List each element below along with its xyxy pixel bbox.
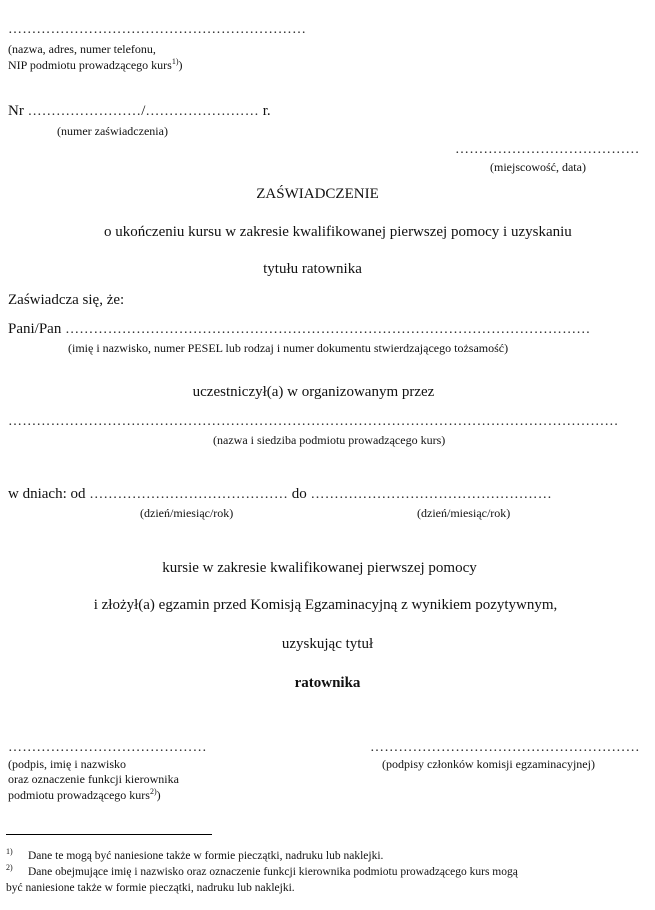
number-slash: / (141, 103, 146, 119)
course-line: kursie w zakresie kwalifikowanej pierwszej pomocy (162, 560, 477, 576)
subtitle-line1: o ukończeniu kursu w zakresie kwalifikowanej pierwszej pomocy i uzyskaniu (104, 224, 572, 240)
issuer-caption-line2 (8, 58, 183, 72)
person-dots: ………………………………………………………………………………………………… (65, 322, 591, 337)
signature-left-close: ) (156, 788, 161, 802)
dates-to-dots: …………………………………………… (310, 487, 552, 502)
dates-from-caption: (dzień/miesiąc/rok) (140, 506, 234, 520)
number-dots-2: …………………… (145, 104, 259, 119)
number-prefix: Nr (8, 103, 24, 119)
dates-line (8, 486, 552, 503)
footnote-1-text: Dane te mogą być naniesione także w formie pieczątki, nadruku lub naklejki. (28, 850, 384, 862)
number-caption: (numer zaświadczenia) (57, 124, 168, 138)
person-prefix: Pani/Pan (8, 321, 62, 337)
footnote-1-ref: 1) (6, 847, 13, 857)
footnote-ref-1: 1) (171, 57, 179, 66)
dates-to-label: do (291, 486, 307, 502)
issuer-caption-line1: (nazwa, adres, numer telefonu, (8, 42, 156, 56)
signature-left-line1: (podpis, imię i nazwisko (8, 757, 126, 771)
footnote-separator (6, 834, 212, 835)
organizer-dots: ………………………………………………………………………………………………………………… (8, 414, 619, 429)
certifies-text: Zaświadcza się, że: (8, 292, 125, 308)
obtaining-text: uzyskując tytuł (281, 636, 374, 652)
certificate-number-line (8, 103, 271, 120)
person-caption: (imię i nazwisko, numer PESEL lub rodzaj i numer dokumentu stwierdzającego tożsamość) (68, 341, 509, 355)
footnote-2-ref: 2) (6, 863, 13, 873)
organizer-caption: (nazwa i siedziba podmiotu prowadzącego kurs) (213, 433, 446, 447)
dates-from-label: w dniach: od (8, 486, 86, 502)
issuer-caption-text: NIP podmiotu prowadzącego kurs (8, 58, 172, 72)
signature-right-dots: ………………………………………………… (370, 740, 640, 755)
rank-title: ratownika (294, 675, 361, 691)
signature-right-caption: (podpisy członków komisji egzaminacyjnej) (382, 757, 595, 771)
footnote-2 (6, 863, 518, 879)
dates-to-caption: (dzień/miesiąc/rok) (417, 506, 511, 520)
dates-from-dots: …………………………………… (89, 487, 289, 502)
signature-left-line3-text: podmiotu prowadzącego kurs (8, 788, 150, 802)
person-line (8, 321, 591, 338)
place-caption: (miejscowość, data) (490, 160, 586, 174)
document-title: ZAŚWIADCZENIE (256, 186, 379, 202)
signature-left-line2: oraz oznaczenie funkcji kierownika (8, 772, 179, 786)
subtitle-line2: tytułu ratownika (263, 261, 362, 277)
place-dots: ………………………………… (455, 142, 640, 157)
footnote-ref-2: 2) (149, 787, 157, 796)
exam-line: i złożył(a) egzamin przed Komisją Egzaminacyjną z wynikiem pozytywnym, (93, 597, 558, 613)
signature-left-dots: …………………………………… (8, 740, 207, 755)
issuer-caption-close: ) (178, 58, 183, 72)
participated-text: uczestniczył(a) w organizowanym przez (192, 384, 435, 400)
footnote-2-continuation: być naniesione także w formie pieczątki, nadruku lub naklejki. (6, 882, 295, 894)
number-suffix: r. (262, 103, 271, 119)
footnote-1 (6, 847, 384, 863)
footnote-2-text-line1: Dane obejmujące imię i nazwisko oraz oznaczenie funkcji kierownika podmiotu prowadzącego kurs mogą (28, 866, 518, 878)
signature-left-line3 (8, 788, 161, 802)
number-dots-1: …………………… (27, 104, 142, 119)
issuer-dots: ……………………………………………………… (8, 22, 307, 37)
